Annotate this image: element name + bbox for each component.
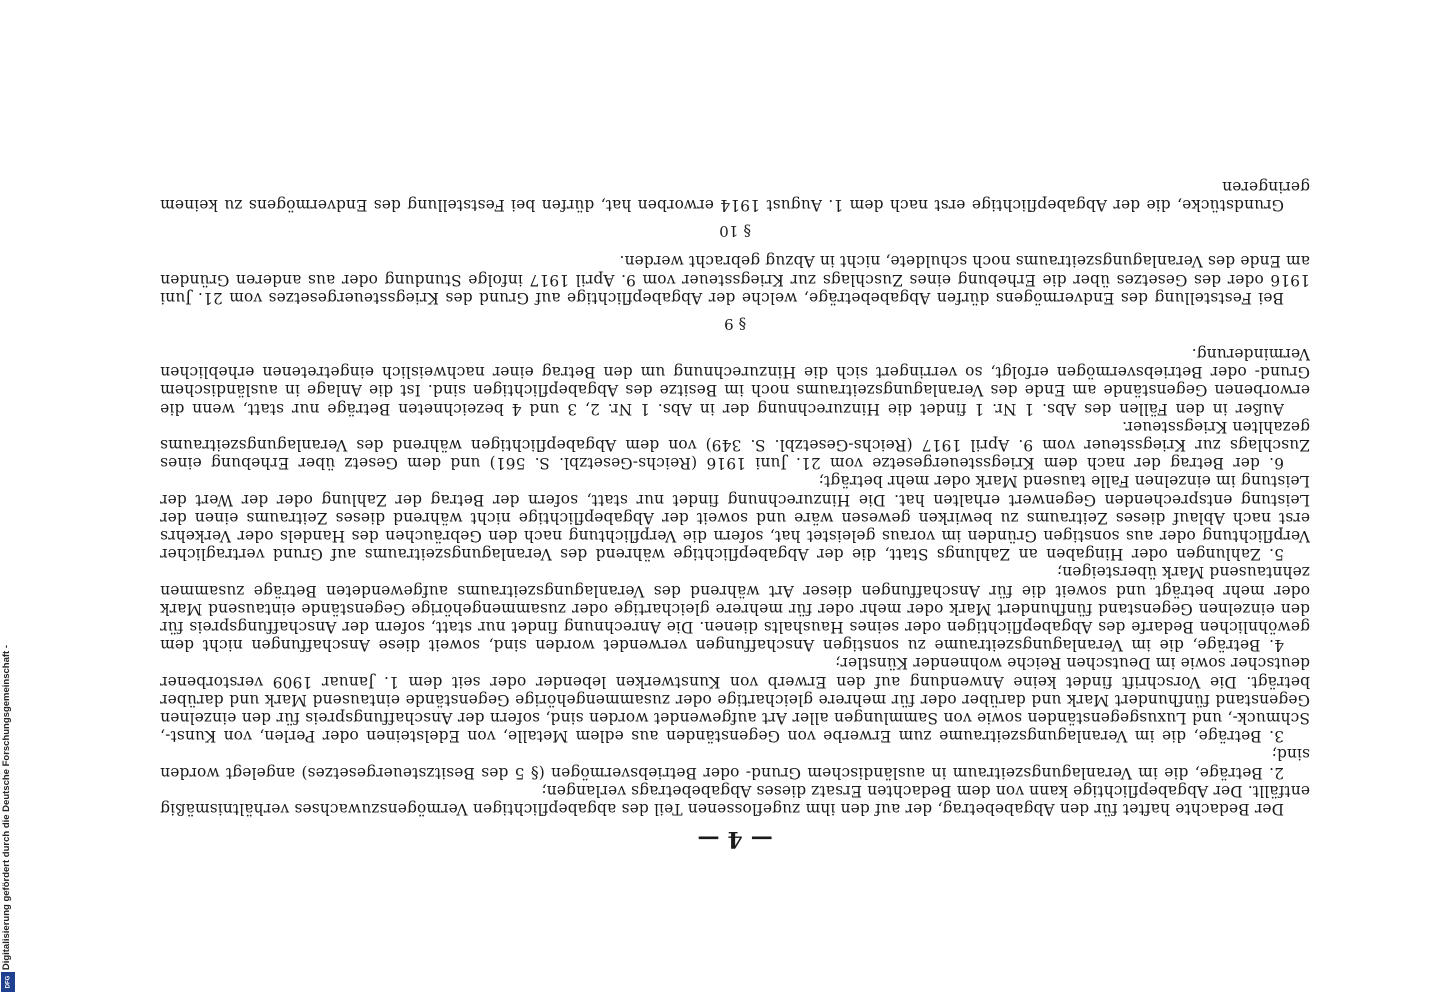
paragraph: Bei Feststellung des Endvermögens dürfen Abgabebeträge, welche der Abgabepflichtige auf Grund des Kriegssteuergesetzes vom 21. Juni 1916 oder des Gesetzes über die Erhebung eines Zuschlags zur Kriegssteuer vom 9. April 1917 infolge Stundung oder aus anderen Gründen am Ende des Veranlagungszeitraums noch schuldete, nicht in Abzug gebracht werden.	[160, 252, 1310, 307]
paragraph: Der Bedachte haftet für den Abgabebetrag, der auf den ihm zugeflossenen Teil des abgabepflichtigen Vermögenszuwachses verhältnismäßig entfällt. Der Abgabepflichtige kann von dem Bedachten Ersatz dieses Abgabebetrags verlangen;	[160, 781, 1310, 818]
dfg-logo-icon	[1, 972, 15, 992]
page-number: — 4 —	[697, 826, 773, 852]
paragraph: 3. Beträge, die im Veranlagungszeitraume zum Erwerbe von Gegenständen aus edlem Metalle, von Edelsteinen oder Perlen, von Kunst-, Schmuck-, und Luxusgegenständen sowie von Sammlungen aller Art aufgewendet worden sind, sofern der Anschaffungspreis für den einzelnen Gegenstand fünfhundert Mark und darüber oder für mehrere gleichartige oder zusammengehörige Gegenstände eintausend Mark und darüber beträgt. Die Vorschrift findet keine Anwendung auf den Erwerb von Kunstwerken lebender oder seit dem 1. Januar 1909 verstorbener deutscher sowie im Deutschen Reiche wohnender Künstler;	[160, 654, 1310, 746]
digitization-credit-text: Digitalisierung gefördert durch die Deutsche Forschungsgemeinschaft -	[1, 644, 12, 970]
paragraph: 4. Beträge, die im Veranlagungszeitraume zu sonstigen Anschaffungen verwendet worden sind, soweit diese Anschaffungen nicht dem gewöhnlichen Bedarfe des Abgabepflichtigen oder seines Haushalts dienen. Die Anrechnung findet nur statt, sofern der Anschaffungspreis für den einzelnen Gegenstand fünfhundert Mark oder mehr oder für mehrere gleichartige oder zusammengehörige Gegenstände eintausend Mark oder mehr beträgt und soweit die für Anschaffungen dieser Art während des Veranlagungszeitraums aufgewendeten Beträge zusammen zehntausend Mark übersteigen;	[160, 563, 1310, 655]
paragraph: Außer in den Fällen des Abs. 1 Nr. 1 findet die Hinzurechnung der in Abs. 1 Nr. 2, 3 und 4 bezeichneten Beträge nur statt, wenn die erworbenen Gegenstände am Ende des Veranlagungszeitraums noch im Besitze des Abgabepflichtigen sind. Ist die Anlage in ausländischem Grund- oder Betriebsvermögen erfolgt, so verringert sich die Hinzurechnung um den Betrag einer nachweislich eingetretenen erheblichen Verminderung.	[160, 344, 1310, 418]
digitization-credit-sidebar	[0, 0, 16, 1000]
section-heading: § 10	[719, 222, 751, 241]
dfg-logo-label: DFG	[4, 975, 11, 989]
document-page-rotated	[160, 150, 1310, 850]
paragraph: Grundstücke, die der Abgabepflichtige erst nach dem 1. August 1914 erworben hat, dürfen bei Feststellung des Endvermögens zu keinem geringeren	[160, 177, 1310, 215]
paragraph: 5. Zahlungen oder Hingaben an Zahlungs Statt, die der Abgabepflichtige während des Veranlagungszeitraums auf Grund vertraglicher Verpflichtung oder aus sonstigen Gründen im voraus geleistet hat, sofern die Verpflichtung nach den Gebräuchen des Handels oder Verkehrs erst nach Ablauf dieses Zeitraums zu bewirken gewesen wäre und soweit der Abgabepflichtige nicht während dieses Zeitraums einen der Leistung entsprechenden Gegenwert erhalten hat. Die Hinzurechnung findet nur statt, sofern der Betrag der Zahlung oder der Wert der Leistung im einzelnen Falle tausend Mark oder mehr beträgt;	[160, 472, 1310, 564]
section-heading: § 9	[723, 314, 747, 333]
paragraph: 6. der Betrag der nach dem Kriegssteuergesetze vom 21. Juni 1916 (Reichs-Gesetzbl. S. 561) und dem Gesetz über Erhebung eines Zuschlags zur Kriegssteuer vom 9. April 1917 (Reichs-Gesetzbl. S. 349) von dem Abgabepflichtigen während des Veranlagungszeitraums gezahlten Kriegssteuer.	[160, 417, 1310, 473]
paragraph: 2. Beträge, die im Veranlagungszeitraum in ausländischem Grund- oder Betriebsvermögen (§ 5 des Besitzsteuergesetzes) angelegt worden sind;	[160, 745, 1310, 782]
